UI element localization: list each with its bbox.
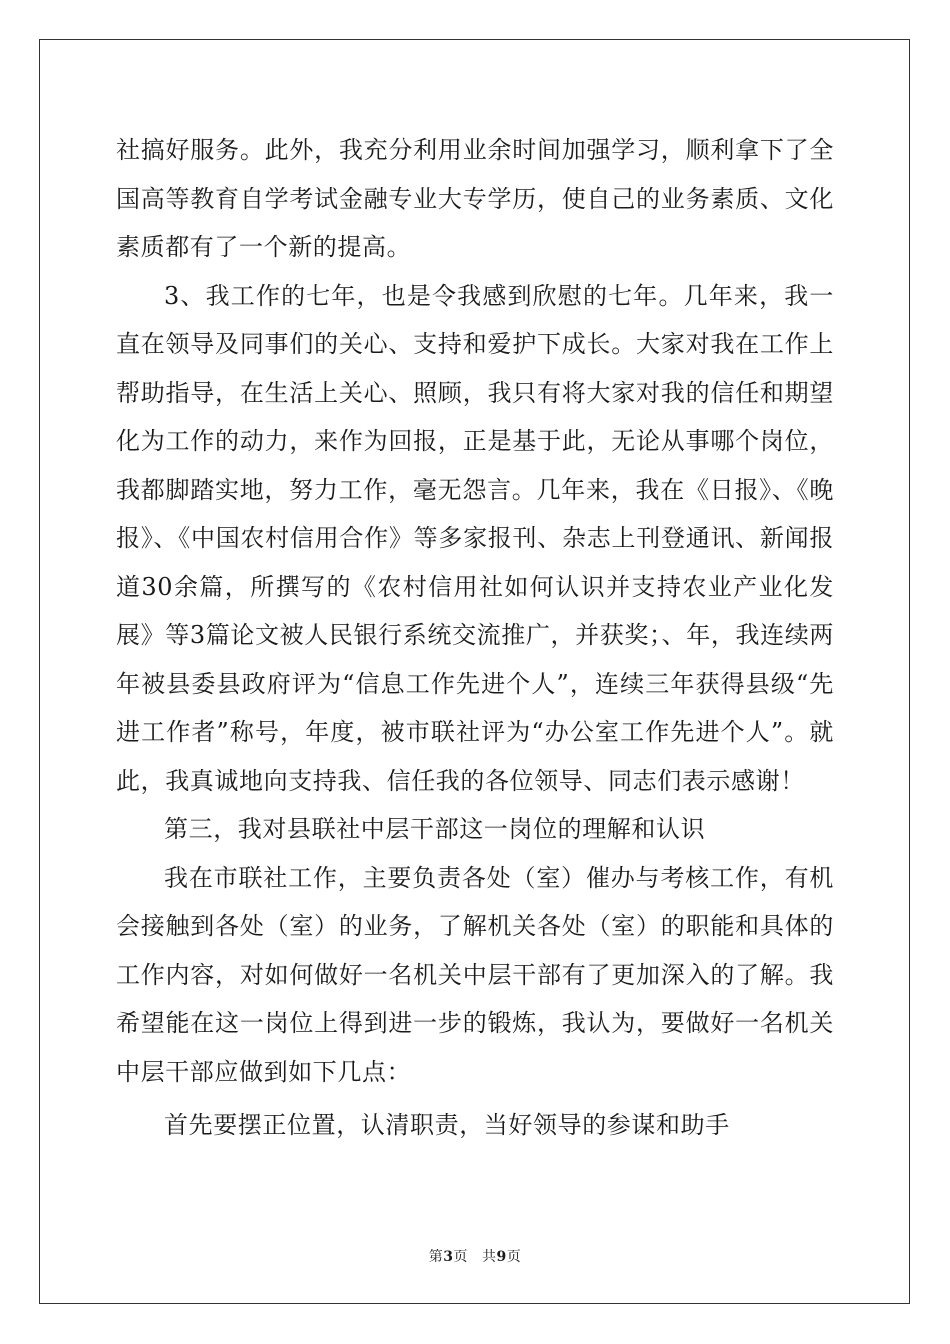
- section-heading: 第三，我对县联社中层干部这一岗位的理解和认识: [164, 815, 706, 843]
- page-suffix: 页: [453, 1249, 468, 1265]
- page-prefix: 第: [428, 1249, 444, 1265]
- paragraph: 3、我工作的七年，也是令我感到欣慰的七年。几年来，我一直在领导及同事们的关心、支持和爱护下成长。大家对我在工作上帮助指导，在生活上关心、照顾，我只有将大家对我的信任和期望化为工作的动力，来作为回报，正是基于此，无论从事哪个岗位，我都脚踏实地，努力工作，毫无怨言。几年来，我在《日报》、《晚报》、《中国农村信用合作》等多家报刊、杂志上刊登通讯、新闻报道30余篇，所撰写的《农村信用社如何认识并支持农业产业化发展》等3篇论文被人民银行系统交流推广，并获奖；、年，我连续两年被县委县政府评为“信息工作先进个人”，连续三年获得县级“先进工作者”称号，年度，被市联社评为“办公室工作先进个人”。就此，我真诚地向支持我、信任我的各位领导、同志们表示感谢！: [116, 281, 834, 795]
- total-suffix: 页: [506, 1249, 522, 1265]
- subsection-heading: 首先要摆正位置，认清职责，当好领导的参谋和助手: [164, 1111, 730, 1139]
- paragraph: 社搞好服务。此外，我充分利用业余时间加强学习，顺利拿下了全国高等教育自学考试金融专业大专学历，使自己的业务素质、文化素质都有了一个新的提高。: [116, 136, 834, 261]
- total-pages-number: 9: [496, 1249, 507, 1265]
- total-prefix: 共: [482, 1249, 497, 1265]
- paragraph: 我在市联社工作，主要负责各处（室）催办与考核工作，有机会接触到各处（室）的业务，了解机关各处（室）的职能和具体的工作内容，对如何做好一名机关中层干部有了更加深入的了解。我希望能在这一岗位上得到进一步的锻炼，我认为，要做好一名机关中层干部应做到如下几点：: [116, 863, 834, 1086]
- document-body: [116, 126, 834, 1150]
- current-page-number: 3: [443, 1249, 454, 1265]
- page-footer: [0, 1246, 950, 1266]
